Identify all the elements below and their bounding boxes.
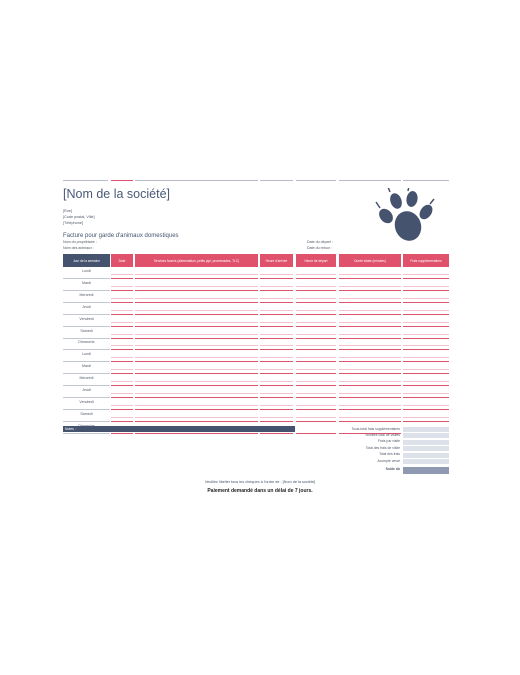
table-cell[interactable]	[111, 314, 133, 315]
table-cell-guide	[296, 381, 336, 382]
table-cell-guide	[403, 286, 449, 287]
table-cell-guide	[135, 310, 258, 311]
table-cell-guide	[260, 274, 293, 275]
table-cell[interactable]	[111, 385, 133, 386]
table-cell[interactable]	[403, 409, 449, 410]
table-cell-guide	[260, 322, 293, 323]
table-cell[interactable]	[260, 373, 293, 374]
table-cell[interactable]	[111, 433, 133, 434]
table-cell[interactable]	[135, 373, 258, 374]
table-cell[interactable]	[403, 385, 449, 386]
column-header-departure: Heure de départ	[296, 254, 336, 267]
table-cell-guide	[260, 393, 293, 394]
table-cell[interactable]	[260, 278, 293, 279]
column-header-extra-fees: Frais supplémentaires	[403, 254, 449, 267]
table-cell-guide	[260, 298, 293, 299]
table-cell-guide	[260, 310, 293, 311]
weekday-cell: Mercredi	[79, 292, 94, 297]
table-cell[interactable]	[135, 421, 258, 422]
table-cell[interactable]	[339, 373, 401, 374]
table-cell[interactable]	[260, 397, 293, 398]
table-cell-guide	[339, 286, 401, 287]
notes-bar[interactable]	[63, 426, 295, 432]
table-cell-guide	[260, 286, 293, 287]
table-cell-guide	[403, 298, 449, 299]
table-cell[interactable]	[403, 361, 449, 362]
table-cell[interactable]	[111, 302, 133, 303]
weekday-row-line	[63, 349, 110, 350]
balance-due-field[interactable]	[403, 467, 449, 474]
table-cell-guide	[339, 381, 401, 382]
table-cell[interactable]	[296, 278, 336, 279]
table-cell-guide	[260, 369, 293, 370]
summary-label: Total des frais de visite	[365, 445, 400, 450]
weekday-row-line	[63, 433, 110, 434]
table-cell-guide	[111, 334, 133, 335]
table-cell[interactable]	[403, 302, 449, 303]
table-cell-guide	[339, 345, 401, 346]
table-cell[interactable]	[260, 361, 293, 362]
summary-label: Frais par visite	[377, 439, 400, 444]
table-cell[interactable]	[260, 314, 293, 315]
table-cell-guide	[111, 393, 133, 394]
table-cell-guide	[135, 345, 258, 346]
company-city: [Code postal, Ville]	[63, 215, 95, 219]
table-cell[interactable]	[135, 326, 258, 327]
table-cell[interactable]	[339, 302, 401, 303]
table-cell[interactable]	[339, 290, 401, 291]
table-cell-guide	[135, 298, 258, 299]
table-cell[interactable]	[403, 397, 449, 398]
weekday-cell: Lundi	[82, 269, 91, 273]
table-cell-guide	[111, 286, 133, 287]
table-cell[interactable]	[135, 361, 258, 362]
weekday-row-line	[63, 290, 110, 291]
table-cell[interactable]	[111, 373, 133, 374]
table-cell[interactable]	[339, 385, 401, 386]
table-cell[interactable]	[111, 349, 133, 350]
table-cell-guide	[111, 322, 133, 323]
table-cell[interactable]	[403, 338, 449, 339]
table-cell[interactable]	[403, 373, 449, 374]
table-cell-guide	[111, 405, 133, 406]
table-cell-guide	[296, 310, 336, 311]
table-cell[interactable]	[339, 421, 401, 422]
table-cell[interactable]	[339, 338, 401, 339]
weekday-row-line	[63, 338, 110, 339]
table-cell-guide	[339, 369, 401, 370]
table-cell[interactable]	[135, 302, 258, 303]
table-cell[interactable]	[339, 349, 401, 350]
weekday-cell: Jeudi	[82, 388, 91, 392]
table-cell[interactable]	[260, 290, 293, 291]
table-cell[interactable]	[296, 326, 336, 327]
company-street: [Rue]	[63, 209, 73, 213]
table-cell[interactable]	[260, 409, 293, 410]
table-cell[interactable]	[296, 373, 336, 374]
table-cell-guide	[339, 298, 401, 299]
table-cell-guide	[111, 369, 133, 370]
paw-print-icon	[372, 188, 436, 244]
summary-label: Solde dû	[385, 467, 400, 472]
table-cell-guide	[260, 345, 293, 346]
table-cell-guide	[296, 405, 336, 406]
table-cell[interactable]	[111, 278, 133, 279]
table-cell-guide	[296, 417, 336, 418]
table-cell-guide	[403, 393, 449, 394]
weekday-row-line	[63, 373, 110, 374]
table-cell-guide	[135, 357, 258, 358]
weekday-cell: Vendredi	[79, 399, 94, 404]
column-header-arrival: Heure d'arrivée	[260, 254, 293, 267]
header-line-6	[339, 180, 401, 181]
weekday-cell: Vendredi	[79, 316, 94, 321]
table-cell[interactable]	[260, 433, 293, 434]
table-cell[interactable]	[111, 421, 133, 422]
table-cell[interactable]	[296, 421, 336, 422]
summary-value-field[interactable]	[403, 427, 449, 432]
weekday-cell: Lundi	[82, 352, 91, 357]
table-cell[interactable]	[135, 397, 258, 398]
summary-label: Total des frais	[379, 452, 400, 457]
table-cell[interactable]	[111, 326, 133, 327]
table-cell[interactable]	[339, 314, 401, 315]
table-cell-guide	[403, 405, 449, 406]
header-line-4	[260, 180, 293, 181]
table-cell-guide	[403, 345, 449, 346]
table-cell-guide	[403, 334, 449, 335]
table-cell[interactable]	[260, 338, 293, 339]
weekday-row-line	[63, 278, 110, 279]
table-cell[interactable]	[296, 290, 336, 291]
table-cell-guide	[339, 357, 401, 358]
table-cell[interactable]	[339, 278, 401, 279]
summary-value-field[interactable]	[403, 440, 449, 445]
table-cell[interactable]	[135, 290, 258, 291]
table-cell-guide	[296, 334, 336, 335]
table-cell-guide	[135, 405, 258, 406]
weekday-cell: Jeudi	[82, 304, 91, 309]
table-cell[interactable]	[135, 385, 258, 386]
table-cell-guide	[135, 322, 258, 323]
table-cell[interactable]	[339, 397, 401, 398]
table-cell[interactable]	[111, 397, 133, 398]
table-cell-guide	[339, 310, 401, 311]
table-cell-guide	[111, 345, 133, 346]
table-cell-guide	[135, 334, 258, 335]
table-cell[interactable]	[135, 433, 258, 434]
table-cell-guide	[403, 322, 449, 323]
table-cell-guide	[403, 357, 449, 358]
table-cell[interactable]	[296, 409, 336, 410]
header-line-7	[403, 180, 449, 181]
column-header-duration: Durée totale (minutes)	[339, 254, 401, 267]
table-cell-guide	[403, 381, 449, 382]
weekday-row-line	[63, 385, 110, 386]
table-cell-guide	[403, 417, 449, 418]
summary-label: Nombre total de visites	[365, 432, 400, 437]
table-cell-guide	[111, 310, 133, 311]
table-cell-guide	[111, 274, 133, 275]
departure-label: Date du départ :	[307, 240, 333, 244]
table-cell[interactable]	[111, 290, 133, 291]
owner-label: Nom du propriétaire :	[63, 240, 97, 244]
table-cell[interactable]	[296, 385, 336, 386]
payment-terms: Paiement demandé dans un délai de 7 jours.	[207, 488, 313, 494]
weekday-cell: Mardi	[82, 364, 91, 369]
company-name: [Nom de la société]	[63, 187, 170, 201]
summary-label: Acompte versé	[377, 458, 400, 463]
weekday-cell: Mardi	[82, 280, 91, 285]
notes-label: Notes :	[65, 427, 76, 431]
table-cell[interactable]	[403, 349, 449, 350]
table-cell-guide	[339, 405, 401, 406]
table-cell-guide	[296, 393, 336, 394]
summary-value-field[interactable]	[403, 459, 449, 464]
weekday-row-line	[63, 326, 110, 327]
company-phone: [Téléphone]	[63, 221, 84, 225]
table-cell-guide	[296, 369, 336, 370]
weekday-row-line	[63, 409, 110, 410]
table-cell[interactable]	[296, 361, 336, 362]
header-line-5	[296, 180, 336, 181]
pet-label: Nom des animaux :	[63, 246, 94, 250]
table-cell-guide	[296, 322, 336, 323]
table-cell[interactable]	[403, 278, 449, 279]
table-cell[interactable]	[403, 326, 449, 327]
header-line-1	[63, 180, 108, 181]
weekday-cell: Samedi	[80, 328, 93, 333]
table-cell[interactable]	[111, 338, 133, 339]
table-cell[interactable]	[296, 338, 336, 339]
invoice-title: Facture pour garde d'animaux domestiques	[63, 233, 179, 239]
table-cell[interactable]	[296, 349, 336, 350]
table-cell-guide	[135, 381, 258, 382]
table-cell[interactable]	[403, 314, 449, 315]
table-cell[interactable]	[135, 314, 258, 315]
table-cell[interactable]	[111, 409, 133, 410]
table-cell[interactable]	[135, 409, 258, 410]
table-cell[interactable]	[339, 361, 401, 362]
table-cell[interactable]	[260, 349, 293, 350]
table-cell[interactable]	[403, 421, 449, 422]
table-cell-guide	[135, 393, 258, 394]
table-cell[interactable]	[260, 421, 293, 422]
table-cell[interactable]	[296, 433, 336, 434]
table-cell[interactable]	[260, 302, 293, 303]
table-cell-guide	[296, 345, 336, 346]
table-cell-guide	[260, 417, 293, 418]
table-cell[interactable]	[339, 326, 401, 327]
column-header-weekday: Jour de la semaine	[63, 254, 110, 267]
column-header-services: Services fournis (alimentation, petits pipi, promenades, TLC)	[135, 254, 258, 267]
header-line-3	[135, 180, 258, 181]
table-cell[interactable]	[339, 409, 401, 410]
table-cell[interactable]	[135, 338, 258, 339]
table-cell[interactable]	[111, 361, 133, 362]
table-cell-guide	[339, 393, 401, 394]
weekday-row-line	[63, 302, 110, 303]
table-cell[interactable]	[296, 314, 336, 315]
table-cell[interactable]	[296, 397, 336, 398]
table-cell[interactable]	[260, 385, 293, 386]
table-cell[interactable]	[135, 349, 258, 350]
table-cell[interactable]	[260, 326, 293, 327]
table-cell-guide	[135, 417, 258, 418]
table-cell-guide	[339, 417, 401, 418]
table-cell-guide	[339, 334, 401, 335]
summary-value-field[interactable]	[403, 453, 449, 458]
weekday-row-line	[63, 421, 110, 422]
table-cell-guide	[403, 369, 449, 370]
weekday-cell: Mercredi	[79, 376, 94, 381]
header-line-2	[111, 180, 133, 181]
summary-value-field[interactable]	[403, 446, 449, 451]
table-cell-guide	[135, 286, 258, 287]
table-cell-guide	[296, 298, 336, 299]
weekday-cell: Samedi	[80, 411, 93, 416]
table-cell-guide	[403, 310, 449, 311]
table-cell-guide	[260, 381, 293, 382]
table-cell-guide	[339, 322, 401, 323]
table-cell[interactable]	[296, 302, 336, 303]
table-cell-guide	[260, 334, 293, 335]
table-cell-guide	[260, 357, 293, 358]
table-cell-guide	[296, 286, 336, 287]
cheque-instructions: Veuillez libeller tous les chèques à l'ordre de : [Nom de la société]	[204, 480, 316, 484]
table-cell[interactable]	[135, 278, 258, 279]
summary-value-field[interactable]	[403, 433, 449, 438]
return-label: Date du retour :	[307, 246, 332, 250]
table-cell-guide	[403, 274, 449, 275]
table-cell-guide	[111, 357, 133, 358]
weekday-row-line	[63, 397, 110, 398]
table-cell-guide	[135, 369, 258, 370]
table-cell-guide	[135, 274, 258, 275]
table-cell-guide	[111, 381, 133, 382]
table-cell-guide	[296, 357, 336, 358]
table-cell-guide	[111, 298, 133, 299]
weekday-cell: Dimanche	[78, 340, 95, 345]
table-cell-guide	[111, 417, 133, 418]
summary-label: Sous-total frais supplémentaires	[351, 426, 400, 431]
column-header-date: Date	[111, 254, 133, 267]
table-cell-guide	[296, 274, 336, 275]
table-cell[interactable]	[403, 290, 449, 291]
weekday-row-line	[63, 361, 110, 362]
weekday-row-line	[63, 314, 110, 315]
table-cell-guide	[339, 274, 401, 275]
table-cell-guide	[260, 405, 293, 406]
